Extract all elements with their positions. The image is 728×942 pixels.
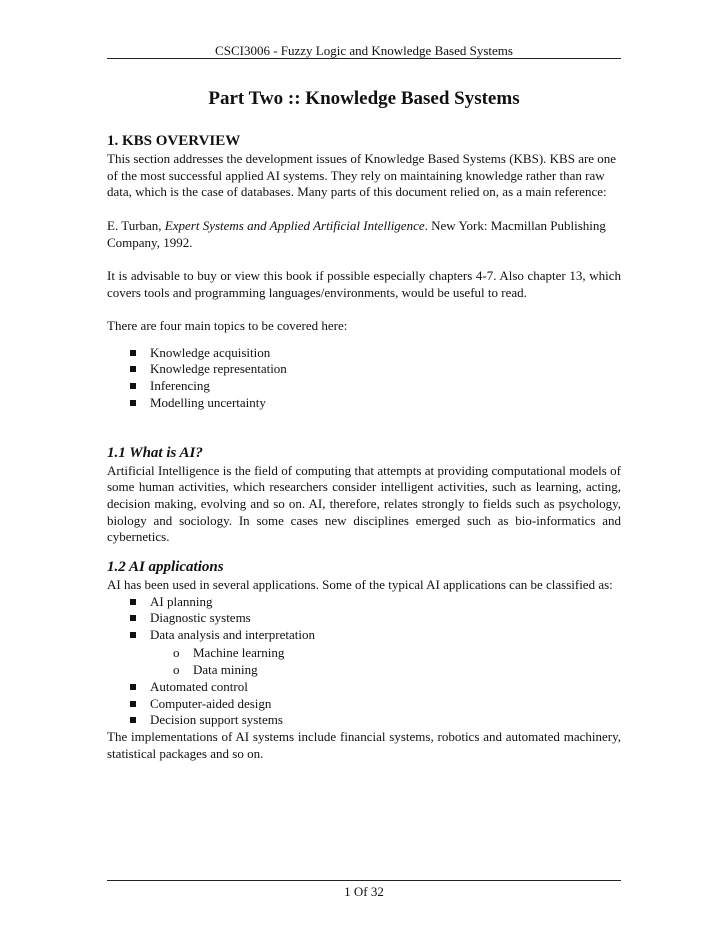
- list-item: Knowledge representation: [107, 361, 621, 378]
- section-heading-kbs-overview: 1. KBS OVERVIEW: [107, 133, 241, 149]
- list-item: Knowledge acquisition: [107, 345, 621, 362]
- page-number: 1 Of 32: [344, 884, 384, 899]
- header-rule: [107, 58, 621, 59]
- bullet-icon: [130, 383, 136, 389]
- reference-title: Expert Systems and Applied Artificial Intelligence: [164, 217, 425, 233]
- list-item: o Data mining: [173, 662, 258, 678]
- reference-paragraph: [107, 218, 621, 251]
- ai-applications-intro: AI has been used in several applications. Some of the typical AI applications can be classified as:: [107, 577, 613, 593]
- applications-list-continued: [107, 679, 621, 729]
- applications-list: [107, 594, 621, 644]
- footer-rule: [107, 880, 621, 881]
- what-is-ai-paragraph: Artificial Intelligence is the field of computing that attempts at providing computational models of some human activities, which researchers consider intelligent activities, such as learning, acting, decision making, evolving and so on. AI, therefore, relates strongly to fields such as psychology, biology and sociology. In some cases new disciplines emerged such as bio-informatics and cybernetics.: [107, 462, 621, 545]
- topics-intro: There are four main topics to be covered here:: [107, 317, 348, 333]
- content: [107, 131, 621, 762]
- closing-paragraph: The implementations of AI systems include financial systems, robotics and automated machinery, statistical packages and so on.: [107, 728, 621, 761]
- part-title: Part Two :: Knowledge Based Systems: [208, 88, 520, 109]
- document-page: [107, 0, 621, 942]
- sub-applications-list: [107, 644, 621, 679]
- advice-paragraph: It is advisable to buy or view this book if possible especially chapters 4-7. Also chapter 13, which covers tools and programming languages/environments, would be useful to read.: [107, 267, 621, 300]
- topics-list: [107, 345, 621, 412]
- reference-publisher: . New York: Macmillan Publishing Company, 1992.: [107, 217, 606, 250]
- list-item: Inferencing: [107, 378, 621, 395]
- reference-author: E. Turban,: [107, 217, 165, 233]
- bullet-icon: [130, 615, 136, 621]
- kbs-intro-paragraph: This section addresses the development issues of Knowledge Based Systems (KBS). KBS are one of the most successful applied AI systems. They rely on maintaining knowledge rather than raw data, which is the case of databases. Many parts of this document relied on, as a main reference:: [107, 151, 617, 200]
- section-heading-what-is-ai: 1.1 What is AI?: [107, 444, 203, 461]
- list-item: Automated control: [107, 679, 621, 696]
- hollow-bullet-icon: o: [173, 644, 180, 660]
- list-item: Data analysis and interpretation: [107, 627, 621, 644]
- bullet-icon: [130, 350, 136, 356]
- list-item: o Machine learning: [173, 644, 285, 660]
- hollow-bullet-icon: o: [173, 662, 180, 678]
- list-item: Modelling uncertainty: [107, 395, 621, 412]
- running-header: CSCI3006 - Fuzzy Logic and Knowledge Based Systems: [215, 43, 513, 58]
- list-item: Computer-aided design: [107, 696, 621, 713]
- bullet-icon: [130, 400, 136, 406]
- bullet-icon: [130, 599, 136, 605]
- bullet-icon: [130, 366, 136, 372]
- list-item: AI planning: [107, 594, 621, 611]
- section-heading-ai-applications: 1.2 AI applications: [107, 559, 224, 576]
- list-item: Diagnostic systems: [107, 610, 621, 627]
- bullet-icon: [130, 717, 136, 723]
- bullet-icon: [130, 632, 136, 638]
- list-item: Decision support systems: [107, 712, 621, 729]
- bullet-icon: [130, 684, 136, 690]
- bullet-icon: [130, 701, 136, 707]
